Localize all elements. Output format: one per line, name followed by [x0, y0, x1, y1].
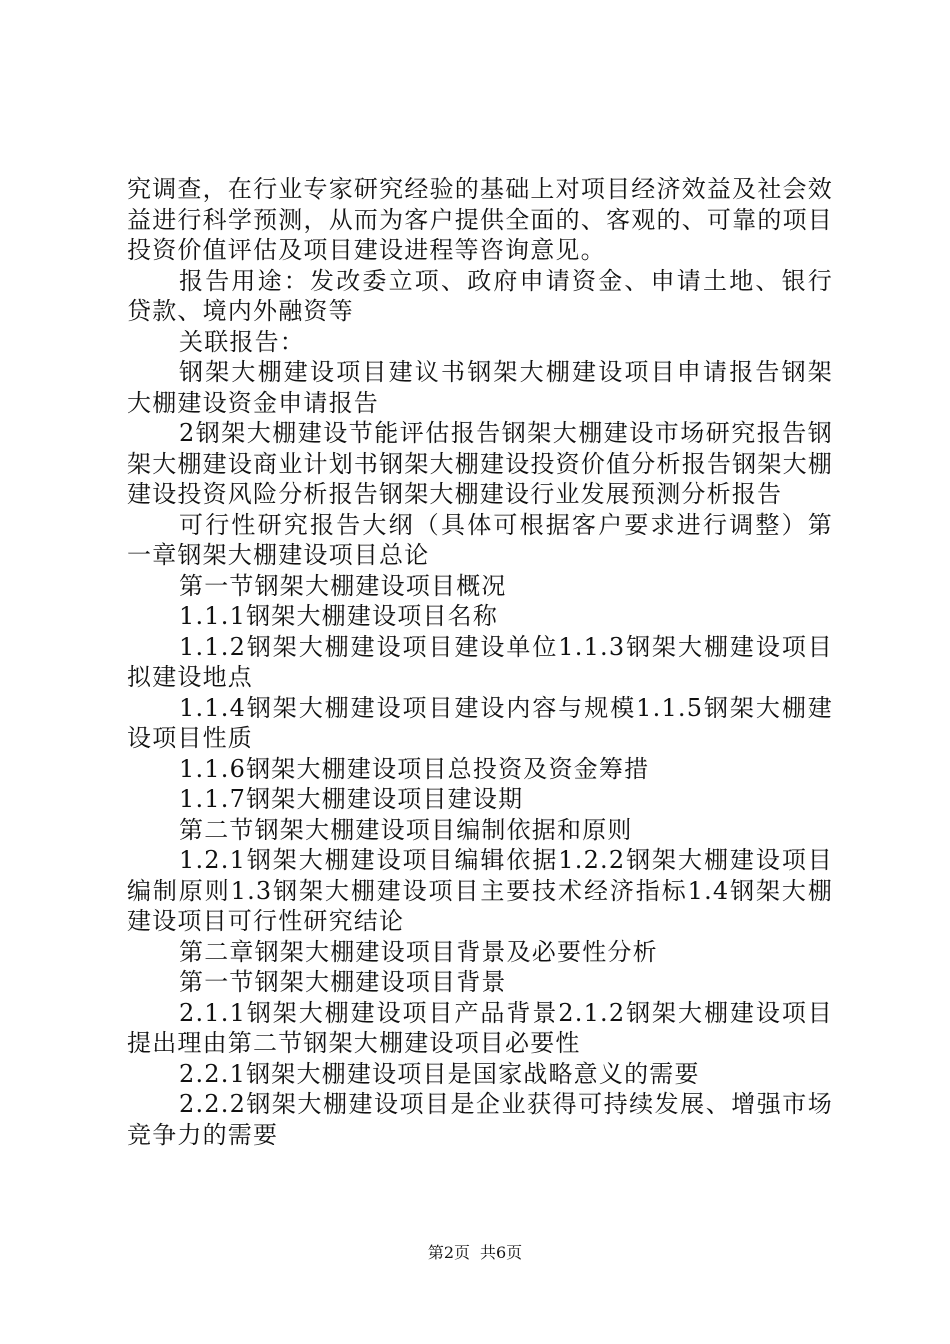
outline-item: 1.1.4钢架大棚建设项目建设内容与规模1.1.5钢架大棚建设项目性质 — [127, 693, 833, 752]
paragraph: 关联报告： — [179, 327, 305, 356]
chapter-heading: 第二章钢架大棚建设项目背景及必要性分析 — [179, 937, 658, 966]
paragraph: 报告用途：发改委立项、政府申请资金、申请土地、银行贷款、境内外融资等 — [127, 266, 833, 325]
document-body — [127, 174, 833, 1150]
paragraph: 钢架大棚建设项目建议书钢架大棚建设项目申请报告钢架大棚建设资金申请报告 — [127, 358, 833, 417]
paragraph: 2钢架大棚建设节能评估报告钢架大棚建设市场研究报告钢架大棚建设商业计划书钢架大棚建设投资价值分析报告钢架大棚建设投资风险分析报告钢架大棚建设行业发展预测分析报告 — [127, 419, 833, 508]
paragraph: 究调查，在行业专家研究经验的基础上对项目经济效益及社会效益进行科学预测，从而为客户提供全面的、客观的、可靠的项目投资价值评估及项目建设进程等咨询意见。 — [127, 175, 833, 264]
section-heading: 第一节钢架大棚建设项目背景 — [179, 968, 507, 996]
outline-item: 2.2.1钢架大棚建设项目是国家战略意义的需要 — [179, 1059, 700, 1088]
page-number: 第2页 — [427, 1243, 470, 1262]
outline-item: 1.1.1钢架大棚建设项目名称 — [179, 602, 499, 630]
outline-item: 1.2.1钢架大棚建设项目编辑依据1.2.2钢架大棚建设项目编制原则1.3钢架大棚建设项目主要技术经济指标1.4钢架大棚建设项目可行性研究结论 — [127, 846, 833, 935]
outline-item: 1.1.6钢架大棚建设项目总投资及资金筹措 — [179, 754, 650, 783]
section-heading: 第一节钢架大棚建设项目概况 — [179, 571, 507, 600]
outline-item: 2.2.2钢架大棚建设项目是企业获得可持续发展、增强市场竞争力的需要 — [127, 1090, 833, 1149]
page-total: 共6页 — [480, 1243, 523, 1262]
outline-item: 1.1.7钢架大棚建设项目建设期 — [179, 785, 524, 813]
page-footer — [0, 1243, 950, 1263]
paragraph: 可行性研究报告大纲（具体可根据客户要求进行调整）第一章钢架大棚建设项目总论 — [127, 510, 833, 569]
outline-item: 2.1.1钢架大棚建设项目产品背景2.1.2钢架大棚建设项目提出理由第二节钢架大棚建设项目必要性 — [127, 998, 833, 1057]
outline-item: 1.1.2钢架大棚建设项目建设单位1.1.3钢架大棚建设项目拟建设地点 — [127, 632, 833, 691]
section-heading: 第二节钢架大棚建设项目编制依据和原则 — [179, 815, 633, 844]
